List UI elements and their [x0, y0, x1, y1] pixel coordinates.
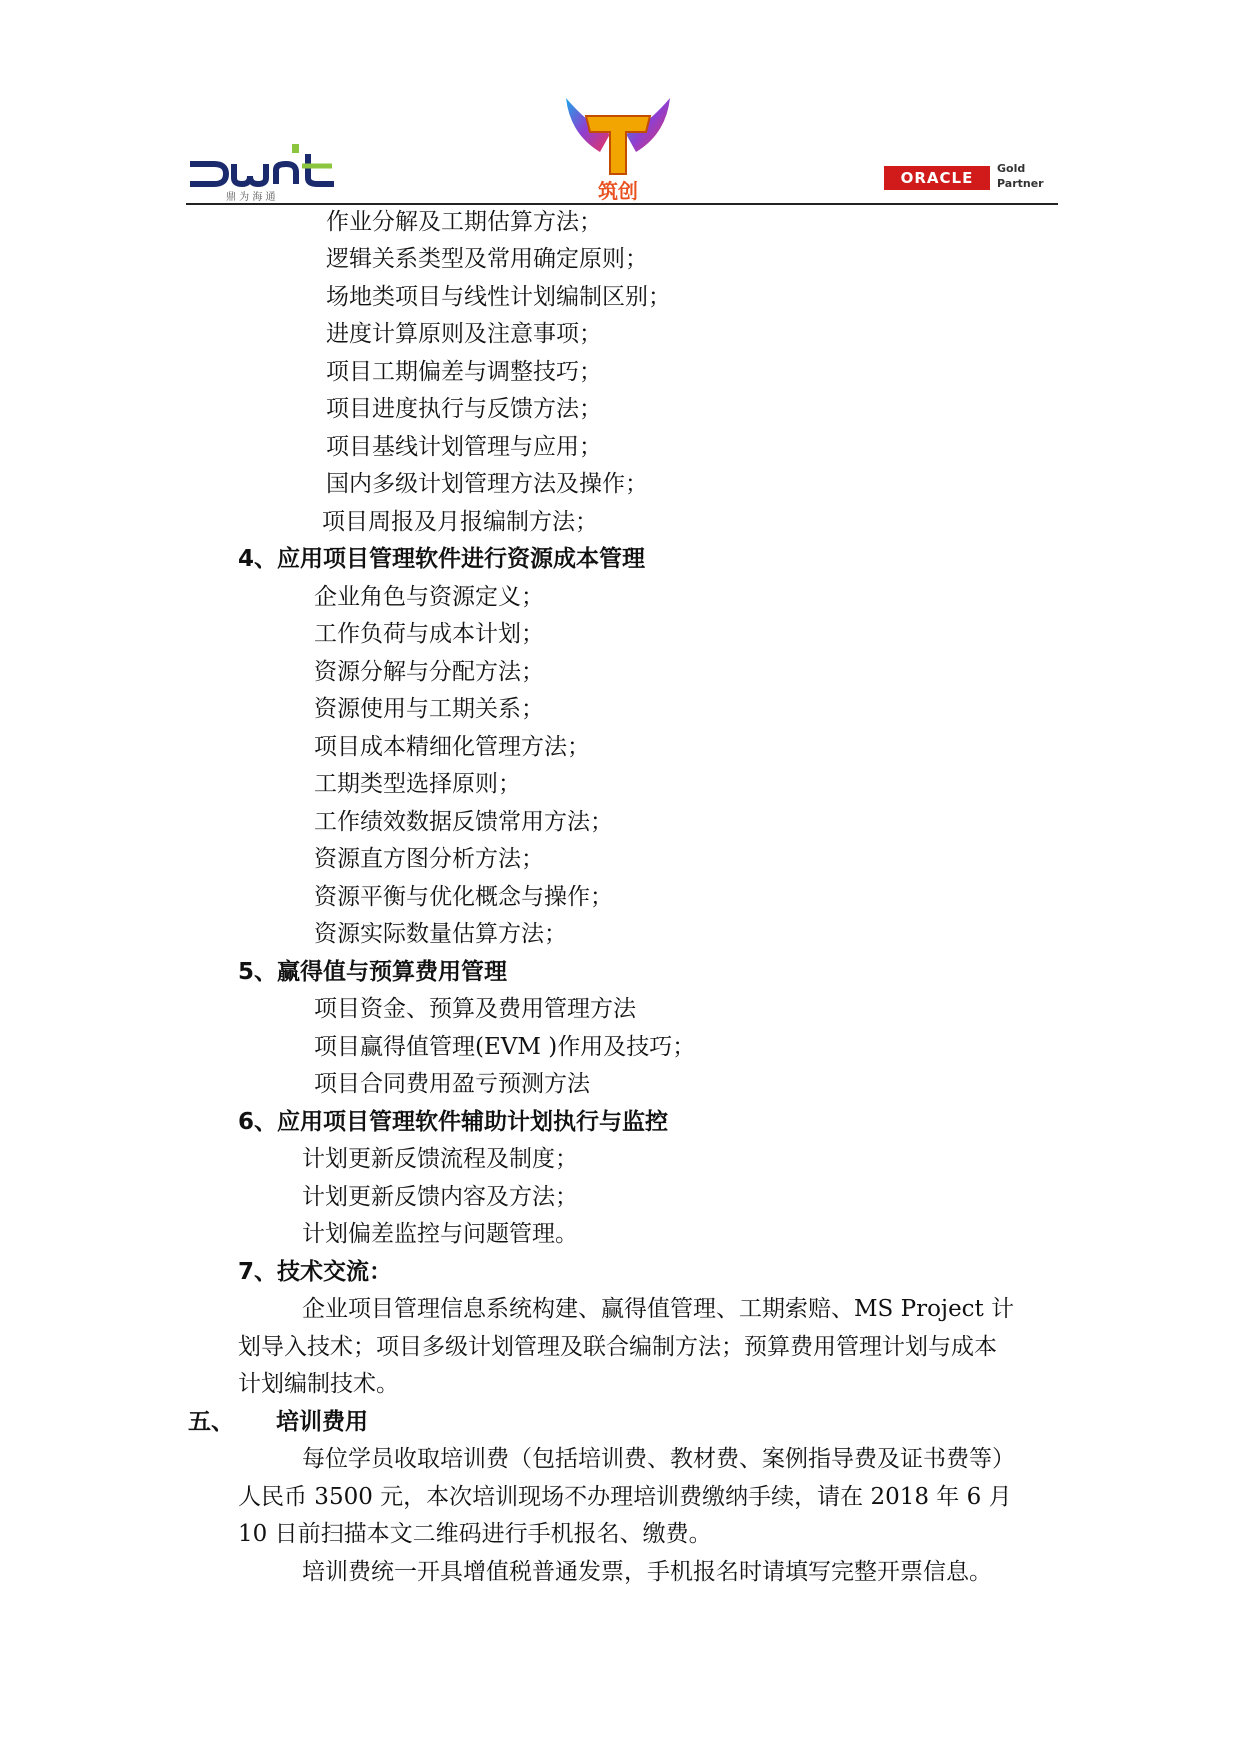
list-item: 工期类型选择原则；	[314, 771, 521, 797]
list-item: 逻辑关系类型及常用确定原则；	[326, 246, 648, 272]
oracle-wordmark: ORACLE	[884, 166, 990, 190]
header-divider	[186, 203, 1058, 205]
paragraph-line: 计划编制技术。	[238, 1371, 399, 1397]
list-item: 作业分解及工期估算方法；	[326, 209, 602, 235]
paragraph-line: 划导入技术；项目多级计划管理及联合编制方法；预算费用管理计划与成本	[238, 1334, 997, 1360]
list-item: 项目周报及月报编制方法；	[322, 509, 598, 535]
list-item: 场地类项目与线性计划编制区别；	[326, 284, 671, 310]
list-item: 项目资金、预算及费用管理方法	[314, 996, 636, 1022]
list-item: 资源直方图分析方法；	[314, 846, 544, 872]
list-item: 工作负荷与成本计划；	[314, 621, 544, 647]
page-header	[0, 0, 1240, 210]
list-item: 项目赢得值管理(EVM )作用及技巧；	[314, 1034, 696, 1060]
oracle-gold-label: Gold	[997, 162, 1026, 175]
list-item: 项目工期偏差与调整技巧；	[326, 359, 602, 385]
center-emblem-logo	[560, 94, 676, 206]
part-title: 培训费用	[276, 1409, 368, 1435]
oracle-partner-label: Partner	[997, 177, 1044, 190]
paragraph-line: 企业项目管理信息系统构建、赢得值管理、工期索赔、MS Project 计	[302, 1296, 1015, 1322]
paragraph-line: 培训费统一开具增值税普通发票，手机报名时请填写完整开票信息。	[302, 1559, 992, 1585]
list-item: 计划偏差监控与问题管理。	[302, 1221, 578, 1247]
list-item: 资源分解与分配方法；	[314, 659, 544, 685]
list-item: 计划更新反馈流程及制度；	[302, 1146, 578, 1172]
section-heading-4: 4、应用项目管理软件进行资源成本管理	[238, 546, 646, 572]
list-item: 资源使用与工期关系；	[314, 696, 544, 722]
list-item: 项目成本精细化管理方法；	[314, 734, 590, 760]
paragraph-line: 人民币 3500 元，本次培训现场不办理培训费缴纳手续，请在 2018 年 6 月	[238, 1484, 1012, 1510]
paragraph-line: 10 日前扫描本文二维码进行手机报名、缴费。	[238, 1521, 712, 1547]
list-item: 项目合同费用盈亏预测方法	[314, 1071, 590, 1097]
list-item: 企业角色与资源定义；	[314, 584, 544, 610]
list-item: 资源实际数量估算方法；	[314, 921, 567, 947]
dwht-logo	[186, 140, 356, 204]
list-item: 资源平衡与优化概念与操作；	[314, 884, 613, 910]
list-item: 工作绩效数据反馈常用方法；	[314, 809, 613, 835]
list-item: 进度计算原则及注意事项；	[326, 321, 602, 347]
list-item: 项目基线计划管理与应用；	[326, 434, 602, 460]
oracle-gold-partner-logo	[884, 160, 1050, 200]
paragraph-line: 每位学员收取培训费（包括培训费、教材费、案例指导费及证书费等）	[302, 1446, 1015, 1472]
section-heading-6: 6、应用项目管理软件辅助计划执行与监控	[238, 1109, 669, 1135]
list-item: 国内多级计划管理方法及操作；	[326, 471, 648, 497]
list-item: 计划更新反馈内容及方法；	[302, 1184, 578, 1210]
center-logo-text: 筑创	[598, 179, 638, 203]
list-item: 项目进度执行与反馈方法；	[326, 396, 602, 422]
part-number: 五、	[188, 1409, 234, 1435]
section-heading-5: 5、赢得值与预算费用管理	[238, 959, 508, 985]
section-heading-7: 7、技术交流：	[238, 1259, 393, 1285]
dwht-subtitle: 鼎 为 海 通	[226, 192, 276, 203]
